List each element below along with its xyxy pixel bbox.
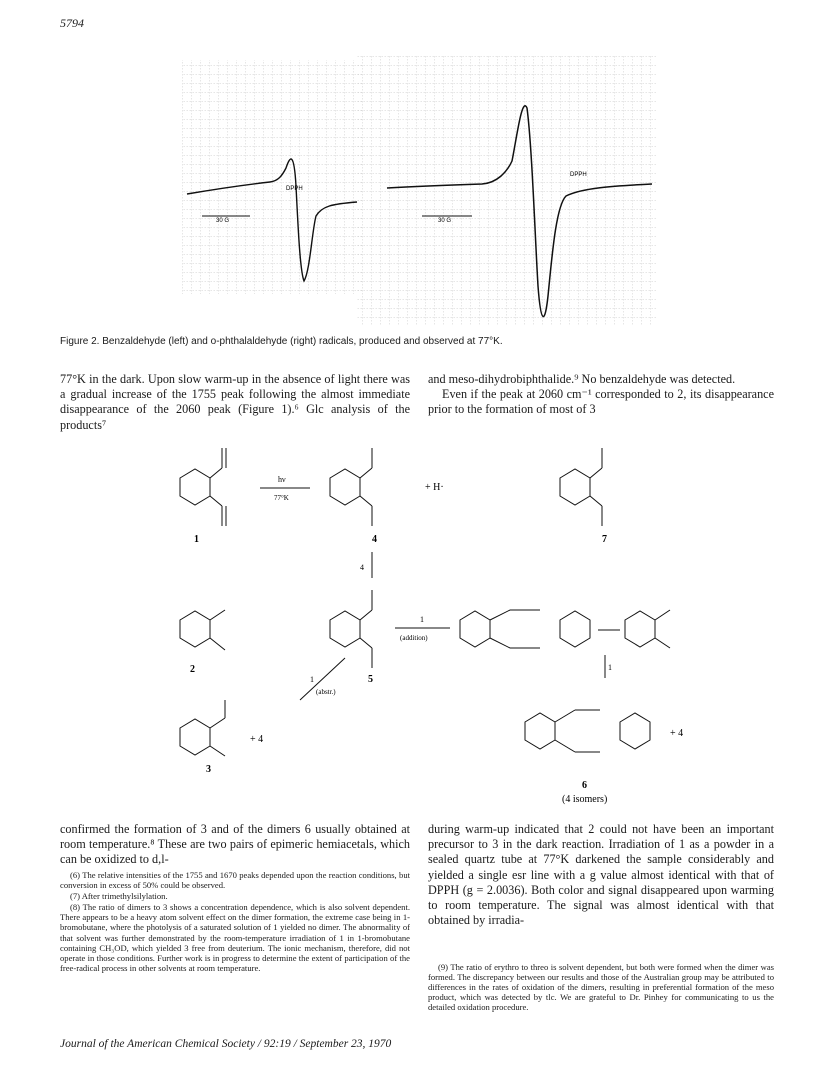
reaction-scheme — [150, 410, 710, 815]
figure-caption: Figure 2. Benzaldehyde (left) and o-phthalaldehyde (right) radicals, produced and observed at 77°K. — [60, 336, 503, 347]
footnotes-right — [428, 962, 774, 1013]
footnote: (6) The relative intensities of the 1755 and 1670 peaks depended upon the reaction conditions, but conversion in excess of 50% could be observed. — [60, 870, 410, 891]
addition-num: 1 — [420, 615, 424, 624]
compound-2-label: 2 — [190, 664, 195, 675]
addition-label: (addition) — [400, 634, 428, 642]
compound-5 — [330, 590, 372, 668]
arrow-6-num: 1 — [608, 663, 612, 672]
right-chart-paper — [357, 56, 657, 326]
right-dpph-label: DPPH — [570, 172, 587, 178]
hv-label: hν — [278, 475, 286, 484]
arrow-4-label: 4 — [360, 563, 364, 572]
paragraph: Even if the peak at 2060 cm⁻¹ corresponded to 2, its disappearance prior to the formation of most of 3 — [428, 387, 774, 417]
paragraph: and meso-dihydrobiphthalide.⁹ No benzaldehyde was detected. — [428, 372, 736, 386]
temp-label: 77°K — [274, 494, 289, 502]
left-column-bottom: confirmed the formation of 3 and of the dimers 6 usually obtained at room temperature.⁸ These are two pairs of epimeric hemiacetals, which can be oxidized to d,l- — [60, 822, 410, 867]
compound-3 — [180, 700, 225, 756]
right-scale-label: 30 G — [438, 218, 452, 224]
paragraph: 77°K in the dark. Upon slow warm-up in the absence of light there was a gradual increase of the 1755 peak following the almost immediate disappearance of the 2060 peak (Figure 1).⁶ Glc analysis of the products⁷ — [60, 372, 410, 432]
left-scale-label: 30 G — [216, 218, 230, 224]
plus-4-b: + 4 — [670, 728, 684, 739]
abstraction-label: (abstr.) — [316, 688, 336, 696]
footnotes-left — [60, 870, 410, 974]
compound-1 — [180, 448, 226, 526]
compound-2 — [180, 610, 225, 650]
compound-3-label: 3 — [206, 764, 211, 775]
footnote: (9) The ratio of erythro to threo is solvent dependent, but both were formed when the dimer was formed. The discrepancy between our results and those of the Australian group may be attributed to differences in the rates of oxidation of the dimers, resulting in preferential formation of the meso product, which was detected by tlc. We are grateful to Dr. Pinhey for communicating to us the detailed oxidation procedure. — [428, 962, 774, 1013]
esr-spectra-figure — [182, 56, 657, 328]
compound-7 — [560, 448, 602, 526]
dimer-intermediate — [460, 610, 590, 648]
compound-4-label: 4 — [372, 534, 377, 545]
footnote: (8) The ratio of dimers to 3 shows a concentration dependence, which is also solvent dependent. There appears to be a heavy atom solvent effect on the dimer formation, the extreme case being in 1-bromobutane, where the photolysis of a saturated solution of 1 yielded no dimer. The abnormality of that solvent was further demonstrated by the room-temperature irradiation of 1 in 1-bromobutane containing CH₃OD, which yielded 3 free from deuterium. The ionic mechanism, therefore, did not operate in those conditions. Further work is in progress to determine the extent of participation of the free-radical process in other solvents at room temperature. — [60, 902, 410, 973]
compound-7-label: 7 — [602, 534, 607, 545]
abstraction-num: 1 — [310, 675, 314, 684]
compound-4 — [330, 448, 372, 526]
right-column-bottom: during warm-up indicated that 2 could not have been an important precursor to 3 in the dark reaction. Irradiation of 1 as a powder in a sealed quartz tube at 77°K darkened the sample considerably and yielded a single esr line with a g value almost identical with that of DPPH (g = 2.0036). Both color and signal disappeared upon warming to room temperature. The signal was almost identical with that obtained by irradia- — [428, 822, 774, 928]
journal-footer: Journal of the American Chemical Society / 92:19 / September 23, 1970 — [60, 1038, 392, 1050]
footnote: (7) After trimethylsilylation. — [70, 891, 168, 902]
left-chart-paper — [182, 60, 362, 294]
plus-h-radical: + H· — [425, 482, 444, 493]
plus-4-a: + 4 — [250, 734, 264, 745]
compound-6-label: 6 — [582, 780, 587, 791]
left-dpph-label: DPPH — [286, 186, 303, 192]
page-number: 5794 — [60, 16, 84, 30]
dimer-hemiacetal — [625, 610, 670, 648]
compound-6-isomers: (4 isomers) — [562, 794, 608, 805]
compound-5-label: 5 — [368, 674, 373, 685]
compound-6 — [525, 710, 650, 752]
compound-1-label: 1 — [194, 534, 199, 545]
